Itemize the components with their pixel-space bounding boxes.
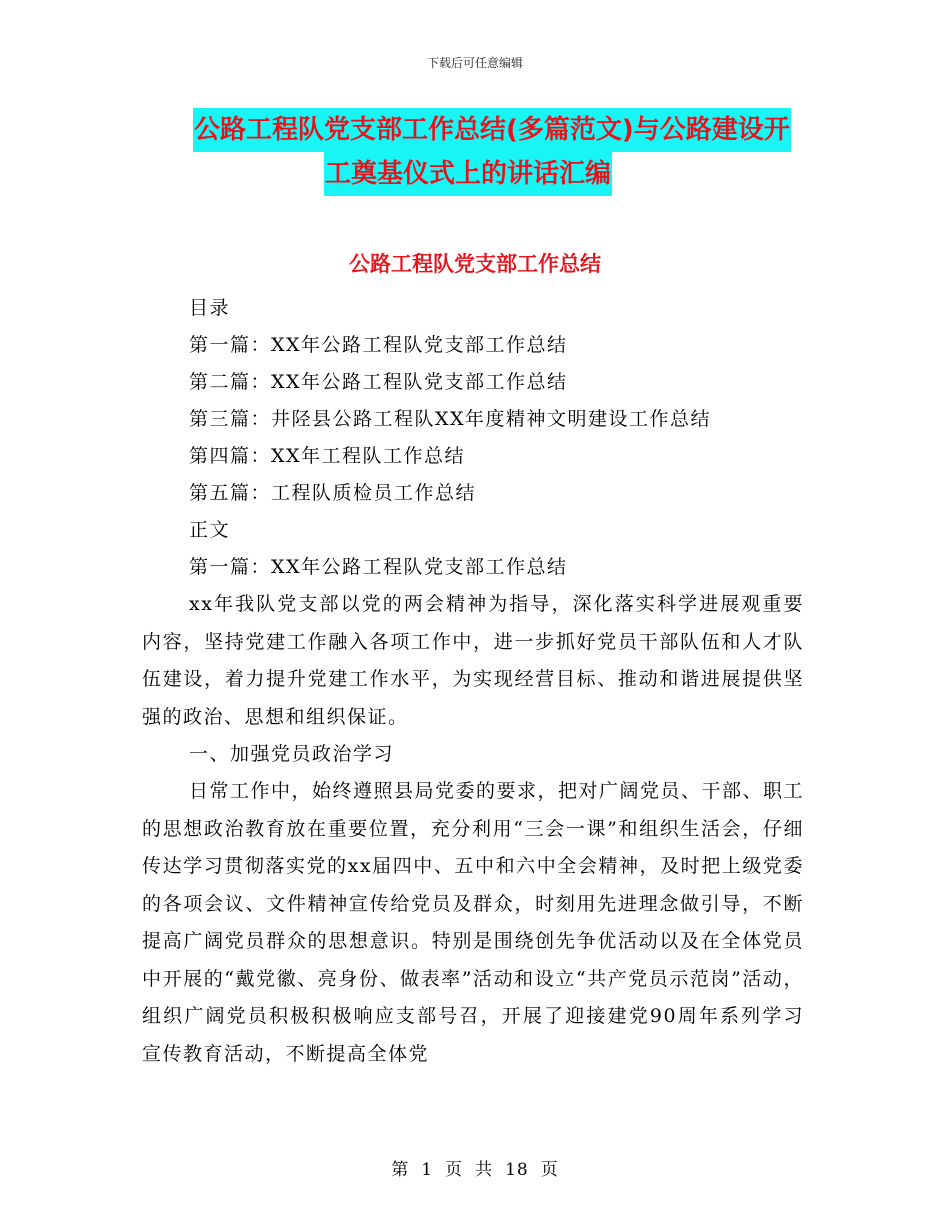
toc-item: 第五篇：工程队质检员工作总结 [189,482,477,504]
toc-item: 第一篇：XX年公路工程队党支部工作总结 [189,334,568,356]
paragraph: xx年我队党支部以党的两会精神为指导，深化落实科学进展观重要内容，坚持党建工作融入各项工作中，进一步抓好党员干部队伍和人才队伍建设，着力提升党建工作水平，为实现经营目标、推动和谐进展提供坚强的政治、思想和组织保证。 [142,593,804,728]
document-title-line-2: 工奠基仪式上的讲话汇编 [324,152,612,196]
article-title: 第一篇：XX年公路工程队党支部工作总结 [189,556,568,578]
document-title [193,108,813,196]
toc-item: 第四篇：XX年工程队工作总结 [189,445,466,467]
paragraph: 日常工作中，始终遵照县局党委的要求，把对广阔党员、干部、职工的思想政治教育放在重要位置，充分利用“三会一课”和组织生活会，仔细传达学习贯彻落实党的xx届四中、五中和六中全会精神，及时把上级党委的各项会议、文件精神宣传给党员及群众，时刻用先进理念做引导，不断提高广阔党员群众的思想意识。特别是围绕创先争优活动以及在全体党员中开展的“戴党徽、亮身份、做表率”活动和设立“共产党员示范岗”活动，组织广阔党员积极积极响应支部号召，开展了迎接建党90周年系列学习宣传教育活动，不断提高全体党 [142,780,805,1065]
document-body [142,290,804,1073]
page-footer [0,1155,950,1180]
toc-item: 第二篇：XX年公路工程队党支部工作总结 [189,371,568,393]
footer-prefix: 第 [391,1160,410,1180]
toc-heading: 目录 [189,297,231,319]
page-number: 1 [421,1160,434,1180]
total-pages: 18 [505,1160,529,1180]
subheading: 一、加强党员政治学习 [189,743,395,765]
footer-total-label: 共 [475,1160,494,1180]
toc-item: 第三篇：井陉县公路工程队XX年度精神文明建设工作总结 [189,408,712,430]
header-note: 下载后可任意编辑 [426,56,523,70]
main-heading: 正文 [189,519,231,541]
footer-suffix: 页 [540,1160,559,1180]
document-title-line-1: 公路工程队党支部工作总结(多篇范文)与公路建设开 [193,108,791,152]
footer-page-label: 页 [445,1160,464,1180]
section-title: 公路工程队党支部工作总结 [349,252,601,276]
